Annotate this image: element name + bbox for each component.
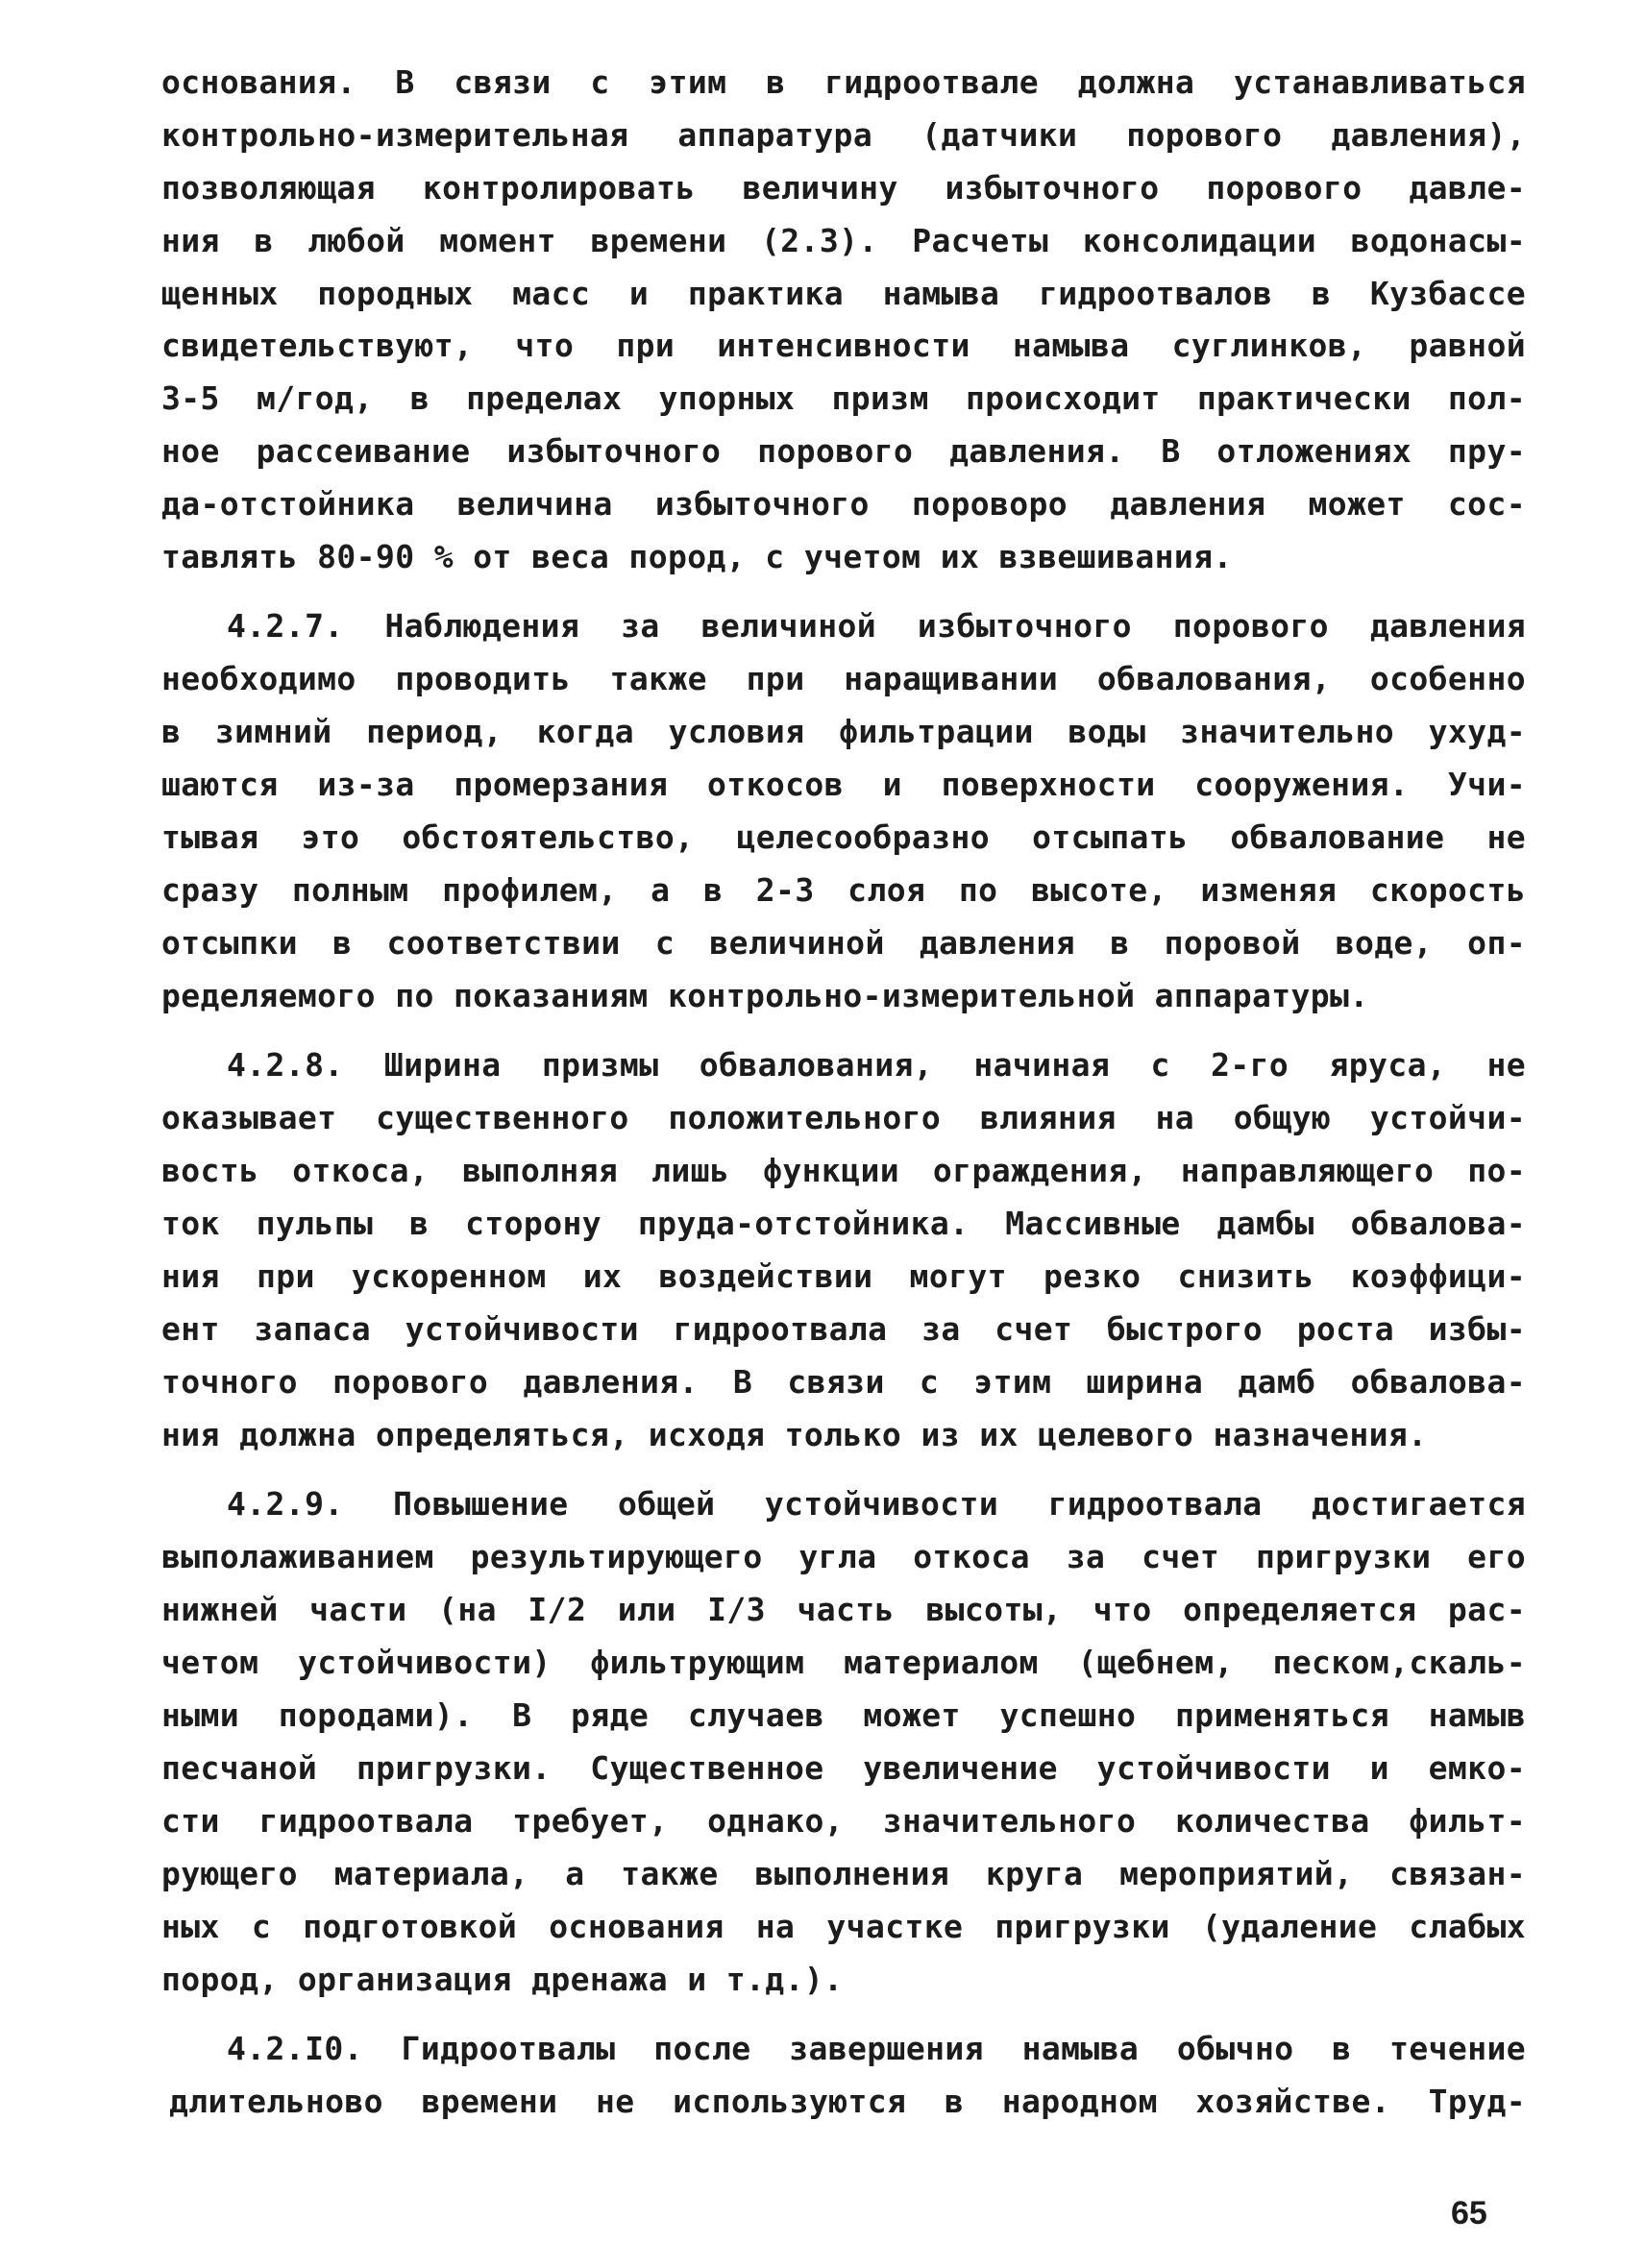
text-line: 3-5 м/год, в пределах упорных призм происходит практически пол- bbox=[161, 379, 1526, 417]
text-line: выполаживанием результирующего угла откоса за счет пригрузки его bbox=[161, 1538, 1526, 1575]
page-number: 65 bbox=[1451, 2195, 1487, 2231]
text-line: в зимний период, когда условия фильтрации воды значительно ухуд- bbox=[161, 713, 1526, 750]
text-line: длительново времени не используются в народном хозяйстве. Труд- bbox=[169, 2083, 1526, 2120]
paragraph-heading-4-2-9: 4.2.9. Повышение общей устойчивости гидроотвала достигается bbox=[227, 1485, 1526, 1523]
text-line: нижней части (на I/2 или I/3 часть высоты, что определяется рас- bbox=[161, 1591, 1526, 1628]
text-line: тывая это обстоятельство, целесообразно отсыпать обвалование не bbox=[161, 818, 1526, 856]
text-line: рующего материала, а также выполнения круга мероприятий, связан- bbox=[161, 1855, 1526, 1892]
text-line: ния в любой момент времени (2.3). Расчеты консолидации водонасы- bbox=[161, 222, 1526, 259]
text-line: ния должна определяться, исходя только из их целевого назначения. bbox=[161, 1416, 1428, 1453]
text-line: вость откоса, выполняя лишь функции ограждения, направляющего по- bbox=[161, 1152, 1526, 1189]
text-line: оказывает существенного положительного влияния на общую устойчи- bbox=[161, 1099, 1526, 1136]
text-line: пород, организация дренажа и т.д.). bbox=[161, 1961, 844, 1998]
text-line: сти гидроотвала требует, однако, значительного количества фильт- bbox=[161, 1802, 1526, 1840]
text-line: ент запаса устойчивости гидроотвала за счет быстрого роста избы- bbox=[161, 1310, 1526, 1348]
paragraph-heading-4-2-8: 4.2.8. Ширина призмы обвалования, начиная с 2-го яруса, не bbox=[227, 1046, 1526, 1084]
text-line: отсыпки в соответствии с величиной давления в поровой воде, оп- bbox=[161, 924, 1526, 962]
text-line: ное рассеивание избыточного порового давления. В отложениях пру- bbox=[161, 432, 1526, 470]
text-line: необходимо проводить также при наращивании обвалования, особенно bbox=[161, 660, 1526, 697]
text-line: ных с подготовкой основания на участке пригрузки (удаление слабых bbox=[161, 1908, 1526, 1945]
text-line: позволяющая контролировать величину избыточного порового давле- bbox=[161, 169, 1526, 207]
text-line: песчаной пригрузки. Существенное увеличение устойчивости и емко- bbox=[161, 1749, 1526, 1787]
text-line: ток пульпы в сторону пруда-отстойника. Массивные дамбы обвалова- bbox=[161, 1205, 1526, 1242]
text-line: тавлять 80-90 % от веса пород, с учетом их взвешивания. bbox=[161, 538, 1233, 575]
text-line: основания. В связи с этим в гидроотвале должна устанавливаться bbox=[161, 63, 1526, 101]
text-line: да-отстойника величина избыточного пороворо давления может сос- bbox=[161, 485, 1526, 523]
text-line: свидетельствуют, что при интенсивности намыва суглинков, равной bbox=[161, 327, 1526, 364]
text-line: щенных породных масс и практика намыва гидроотвалов в Кузбассе bbox=[161, 275, 1526, 312]
text-line: шаются из-за промерзания откосов и поверхности сооружения. Учи- bbox=[161, 766, 1526, 803]
paragraph-heading-4-2-7: 4.2.7. Наблюдения за величиной избыточного порового давления bbox=[227, 607, 1526, 645]
text-line: сразу полным профилем, а в 2-3 слоя по высоте, изменяя скорость bbox=[161, 871, 1526, 909]
text-line: точного порового давления. В связи с этим ширина дамб обвалова- bbox=[161, 1363, 1526, 1401]
text-line: четом устойчивости) фильтрующим материалом (щебнем, песком,скаль- bbox=[161, 1644, 1526, 1681]
paragraph-heading-4-2-10: 4.2.I0. Гидроотвалы после завершения намыва обычно в течение bbox=[227, 2030, 1526, 2067]
text-line: ния при ускоренном их воздействии могут резко снизить коэффици- bbox=[161, 1257, 1526, 1295]
text-line: ными породами). В ряде случаев может успешно применяться намыв bbox=[161, 1696, 1526, 1734]
text-line: контрольно-измерительная аппаратура (датчики порового давления), bbox=[161, 116, 1526, 154]
text-line: ределяемого по показаниям контрольно-измерительной аппаратуры. bbox=[161, 977, 1369, 1014]
